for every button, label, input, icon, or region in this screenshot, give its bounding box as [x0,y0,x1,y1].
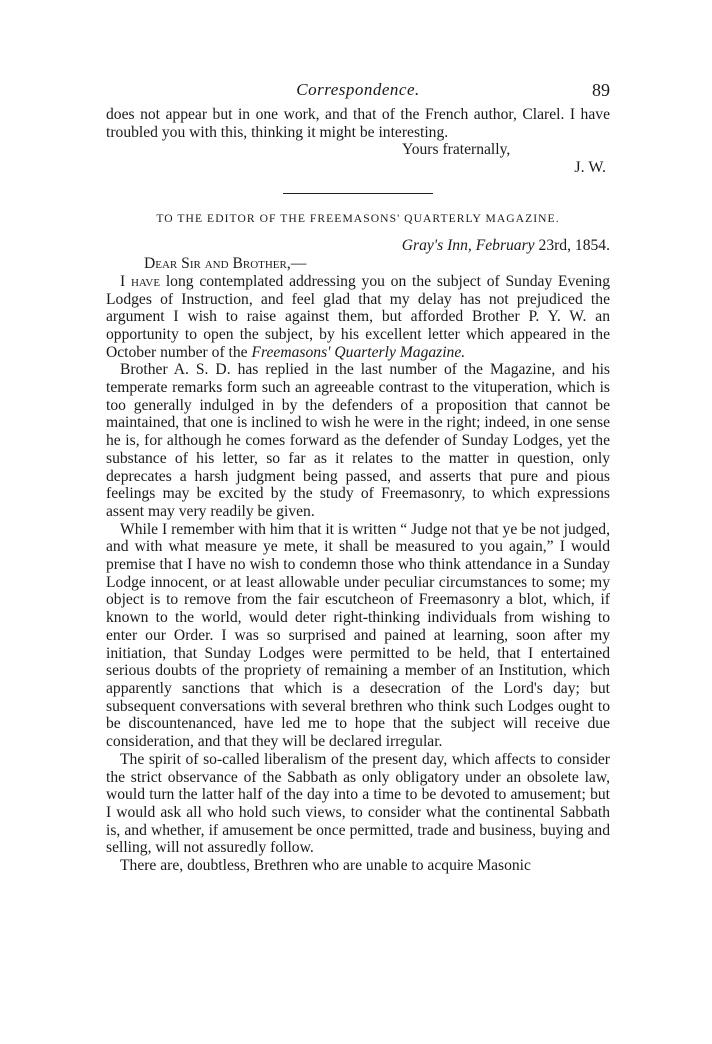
dateline-day: 23rd, [538,236,571,254]
letter-heading: TO THE EDITOR OF THE FREEMASONS' QUARTERLY MAGAZINE. [156,211,560,225]
signature: J. W. [574,159,606,177]
paragraph-4: The spirit of so-called liberalism of the present day, which affects to consider the strict observance of the Sabbath as only obligatory under an obsolete law, would turn the latter half of the day into a time to be devoted to amusement; but I would ask all who hold such views, to consider what the continental Sabbath is, and whether, if amusement be once permitted, trade and business, buying and selling, will not assuredly follow. [106,750,610,857]
paragraph-1-text: long contemplated addressing you on the subject of Sunday Evening Lodges of Instruction, and feel glad that my delay has not prejudiced the argument I wish to raise against them, but afforded Brother P. Y. W. an opportunity to open the subject, by his excellent letter which appeared in the October number of the [106,272,610,361]
previous-letter-text: does not appear but in one work, and that of the French author, Clarel. I have troubled you with this, thinking it might be interesting. [106,106,610,141]
previous-letter-signoff [106,141,610,176]
paragraph-3: While I remember with him that it is written “ Judge not that ye be not judged, and with what measure ye mete, it shall be measured to you again,” I would premise that I have no wish to condemn those who think attendance in a Sunday Lodge innocent, or at least allowable under peculiar circumstances to some; my object is to remove from the fair escutcheon of Freemasonry a blot, which, if known to the world, would deter right-thinking individuals from wishing to enter our Order. I was so surprised and pained at learning, soon after my initiation, that Sunday Lodges were permitted to be held, that I entertained serious doubts of the propriety of remaining a member of an Institution, which apparently sanctions that which is a desecration of the Lord's day; but subsequent conversations with several brethren who think such Lodges ought to be discountenanced, have led me to hope that the subject will receive due consideration, and that they will be declared irregular. [106,520,610,751]
page [106,80,610,875]
dateline-month: February [475,236,535,254]
dateline-place: Gray's Inn, [401,236,472,254]
running-title: Correspondence. [296,80,420,99]
dateline [106,237,610,255]
page-number: 89 [592,80,610,100]
paragraph-2: Brother A. S. D. has replied in the last number of the Magazine, and his temperate remarks form such an agreeable contrast to the vituperation, which is too generally indulged in by the defenders of a proposition that cannot be maintained, that one is inclined to wish he were in the right; indeed, in one sense he is, for although he comes forward as the defender of Sunday Lodges, yet the substance of his letter, so far as it relates to the matter in question, only deprecates a harsh judgment being passed, and asserts that pure and pious feelings may be excited by the study of Freemasonry, to which expressions assent may very readily be given. [106,361,610,520]
magazine-title: Freemasons' Quarterly Magazine. [251,343,466,361]
section-divider [283,193,433,194]
paragraph-1-lead: I have [120,272,161,290]
dateline-year: 1854. [574,236,610,254]
paragraph-5: There are, doubtless, Brethren who are unable to acquire Masonic [120,857,531,875]
salutation: Dear Sir and Brother,— [144,254,307,272]
closing: Yours fraternally, [402,141,511,159]
paragraph-1 [106,273,610,362]
running-head [106,80,610,106]
